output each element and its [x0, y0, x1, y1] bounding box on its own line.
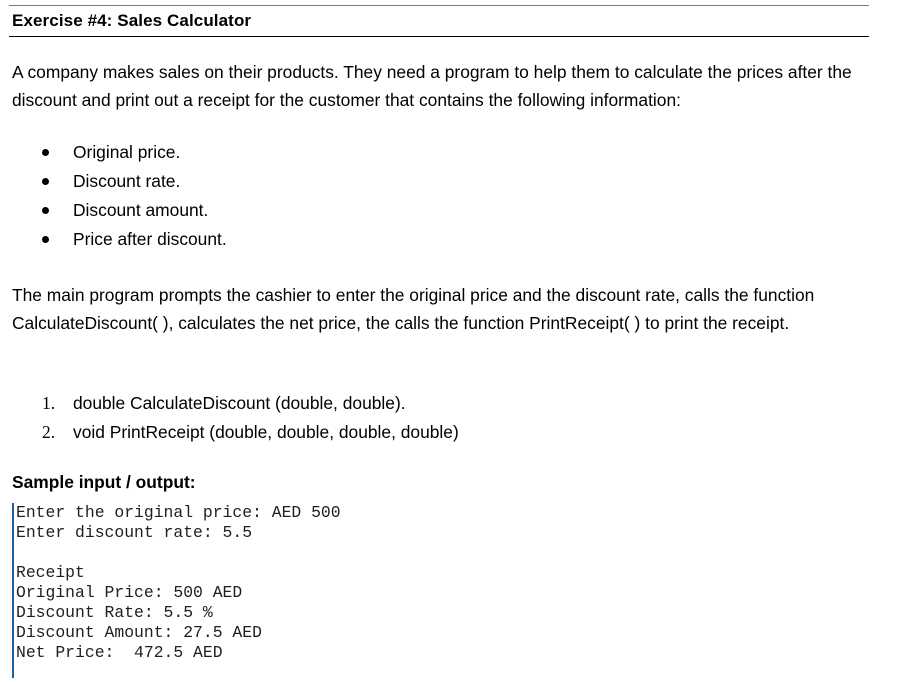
list-number: 1. [42, 393, 56, 413]
console-line: Net Price: 472.5 AED [16, 643, 223, 662]
exercise-title: Exercise #4: Sales Calculator [12, 11, 252, 30]
bullet-text: Price after discount. [73, 229, 227, 249]
main-description-paragraph: The main program prompts the cashier to enter the original price and the discount rate, calls the function CalculateDiscount( ), calculates the net price, the calls the function PrintReceipt( ) to print the receipt. [12, 285, 815, 333]
bullet-text: Discount amount. [73, 200, 209, 220]
function-signature: double CalculateDiscount (double, double). [73, 393, 406, 413]
console-line: Discount Rate: 5.5 % [16, 603, 213, 622]
sample-heading: Sample input / output: [12, 472, 196, 492]
bullet-icon [42, 236, 49, 243]
bullet-icon [42, 178, 49, 185]
intro-paragraph: A company makes sales on their products. They need a program to help them to calculate the prices after the discount and print out a receipt for the customer that contains the following information: [12, 62, 852, 110]
bullet-icon [42, 149, 49, 156]
title-underline [9, 36, 869, 37]
bullet-text: Original price. [73, 142, 181, 162]
bullet-text: Discount rate. [73, 171, 181, 191]
console-line: Receipt [16, 563, 85, 582]
console-output [12, 503, 434, 678]
console-line: Original Price: 500 AED [16, 583, 243, 602]
list-number: 2. [42, 422, 56, 442]
console-line: Discount Amount: 27.5 AED [16, 623, 262, 642]
console-line: Enter the original price: AED 500 [16, 503, 341, 522]
function-signature: void PrintReceipt (double, double, double, double) [73, 422, 459, 442]
console-line: Enter discount rate: 5.5 [16, 523, 253, 542]
bullet-icon [42, 207, 49, 214]
top-rule [9, 5, 869, 6]
